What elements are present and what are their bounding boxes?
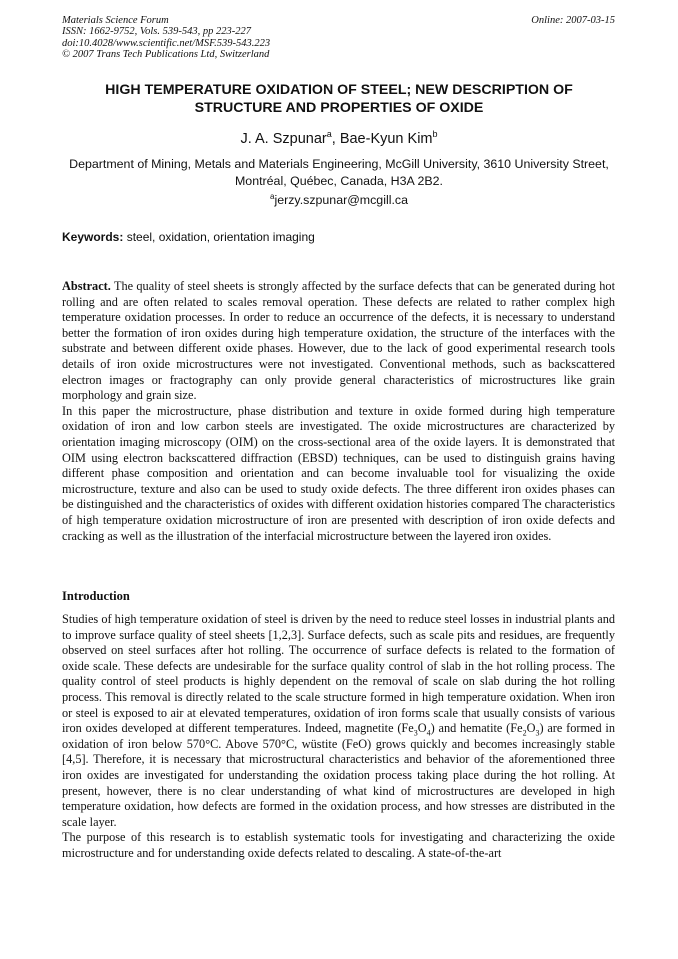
- introduction-section: [62, 612, 615, 862]
- online-date: Online: 2007-03-15: [531, 15, 615, 26]
- email-address[interactable]: jerzy.szpunar@mcgill.ca: [274, 193, 408, 207]
- subscript: 2: [522, 728, 527, 738]
- keywords: [62, 229, 616, 245]
- author-1-affiliation-mark: a: [326, 129, 332, 140]
- email-affiliation-mark: a: [270, 191, 275, 201]
- abstract-label: Abstract.: [62, 279, 111, 293]
- paper-title: [62, 82, 616, 117]
- affiliation-line-1: Department of Mining, Metals and Materials Engineering, McGill University, 3610 University Street,: [69, 157, 609, 171]
- intro-text-c: ) and hematite (Fe: [430, 721, 523, 736]
- affiliation: [62, 156, 616, 190]
- author-separator: ,: [331, 131, 340, 147]
- intro-text-a: Studies of high temperature oxidation of steel is driven by the need to reduce steel losses in industrial plants and to improve surface quality of steel sheets [1,2,3]. Surface defects, such as scale pits and residues, are frequently observed on steel surfaces after hot rolling. The occurrence of surface defects is related to the formation of oxide scale. These defects are undesirable for the surface quality control of slab in the hot rolling process. The quality control of steel products is highly dependent on the removal of scale on slab during the hot rolling process. This removal is directly related to the scale structure formed in high temperature oxidation. When iron or steel is exposed to air at elevated temperatures, oxidation of iron forms scale that usually consists of various iron oxides developed at different temperatures. Indeed, magnetite (Fe: [62, 612, 615, 736]
- author-2: Bae-Kyun Kim: [339, 131, 433, 147]
- intro-text-e: ) are formed in oxidation of iron below 570°C. Above 570°C, wüstite (FeO) grows quickly and becomes increasingly stable [4,5]. Therefore, it is necessary that microstructural characteristics and behavior of the aforementioned three iron oxides are investigated for understanding the oxidation process taking place during the hot rolling. At present, however, there is no clear understanding of what kind of microstructures are developed in high temperature oxidation, how defects are formed in the oxidation process, and how stresses are distributed in the scale layer.: [62, 721, 615, 829]
- title-line-1: HIGH TEMPERATURE OXIDATION OF STEEL; NEW DESCRIPTION OF: [105, 82, 573, 98]
- keywords-text: steel, oxidation, orientation imaging: [123, 230, 315, 244]
- subscript: 4: [426, 728, 431, 738]
- affiliation-line-2: Montréal, Québec, Canada, H3A 2B2.: [234, 174, 443, 188]
- intro-text-d: O: [526, 721, 536, 736]
- copyright-line: © 2007 Trans Tech Publications Ltd, Switzerland: [62, 49, 270, 61]
- introduction-heading: Introduction: [62, 589, 130, 603]
- author-1: J. A. Szpunar: [240, 131, 327, 147]
- publication-header: [62, 15, 270, 61]
- abstract-text-1: The quality of steel sheets is strongly affected by the surface defects that can be generated during hot rolling and are often related to scales removal operation. These defects are related to rather complex high temperature oxidation processes. In order to reduce an occurrence of the defects, it is necessary to understand better the formation of iron oxides during high temperature oxidation, the structure of the interfaces with the substrate and between different oxide phases. However, due to the lack of good experimental research tools details of iron oxide microstructures were not investigated. Conventional methods, such as backscattered electron images or fractography can only provide general characteristics of microstructures like grain morphology and grain size.: [62, 279, 615, 403]
- abstract-paragraph-1: [62, 279, 615, 404]
- subscript: 3: [413, 728, 418, 738]
- issn-line: ISSN: 1662-9752, Vols. 539-543, pp 223-227: [62, 26, 251, 38]
- subscript: 3: [535, 728, 540, 738]
- author-list: [62, 130, 616, 148]
- author-2-affiliation-mark: b: [432, 129, 438, 140]
- keywords-label: Keywords:: [62, 230, 124, 244]
- contact-email: [62, 192, 616, 208]
- title-line-2: STRUCTURE AND PROPERTIES OF OXIDE: [194, 99, 484, 116]
- introduction-paragraph-1: [62, 612, 615, 830]
- abstract-section: [62, 279, 615, 544]
- intro-text-b: O: [417, 721, 427, 736]
- introduction-paragraph-2: The purpose of this research is to establish systematic tools for investigating and characterizing the oxide microstructure and for understanding oxide defects related to descaling. A state-of-the-art: [62, 830, 615, 860]
- journal-name: Materials Science Forum: [62, 15, 169, 26]
- doi-line: doi:10.4028/www.scientific.net/MSF.539-543.223: [62, 37, 271, 49]
- abstract-paragraph-2: In this paper the microstructure, phase distribution and texture in oxide formed during high temperature oxidation of iron and low carbon steels are investigated. The oxide microstructures are characterized by orientation imaging microscopy (OIM) on the cross-sectional area of the oxide layers. It is demonstrated that OIM using electron backscattered diffraction (EBSD) techniques, can be used to distinguish grains having different phase composition and orientation and can become invaluable tool for visualizing the oxide microstructure, texture and also can be used to study oxide defects. The three different iron oxides phases can be distinguished and the characteristics of oxides with different oxidation histories compared The characteristics of high temperature oxidation microstructure of iron are presented with description of iron oxide defects and cracking as well as the illustration of the interfacial microstructure between the layered iron oxides.: [62, 403, 615, 543]
